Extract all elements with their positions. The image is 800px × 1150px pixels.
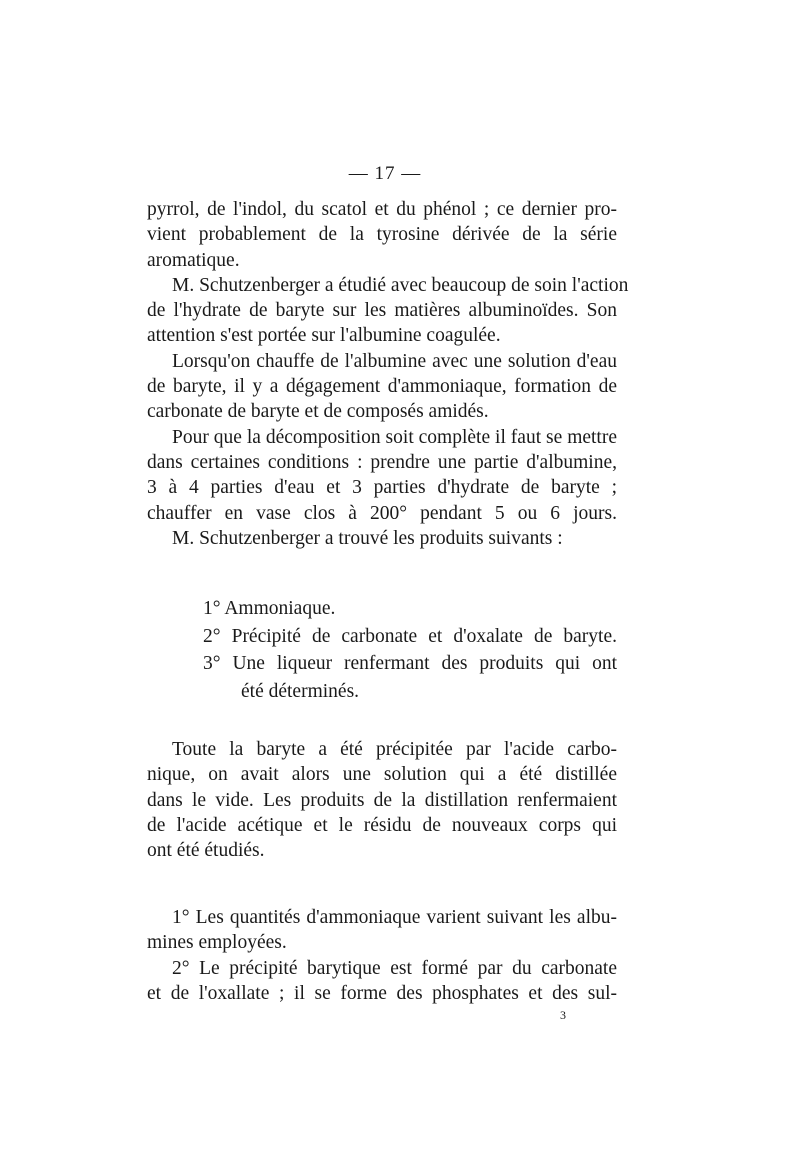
list-item: 3° Une liqueur renfermant des produits qui ont <box>203 653 617 674</box>
results-paragraph <box>147 905 617 1006</box>
text-line: 1° Les quantités d'ammoniaque varient suivant les albu- <box>172 907 617 928</box>
text-line: vient probablement de la tyrosine dérivée de la série <box>147 224 617 246</box>
text-line: et de l'oxallate ; il se forme des phosphates et des sul- <box>147 982 617 1004</box>
text-line: de l'hydrate de baryte sur les matières albuminoïdes. Son <box>147 300 617 322</box>
text-line: mines employées. <box>147 932 287 954</box>
text-line: nique, on avait alors une solution qui a été distillée <box>147 764 617 786</box>
list-item: 2° Précipité de carbonate et d'oxalate de baryte. <box>203 625 617 647</box>
text-line: dans le vide. Les produits de la distillation renfermaient <box>147 789 617 811</box>
text-line: de l'acide acétique et le résidu de nouveaux corps qui <box>147 814 617 836</box>
text-line: dans certaines conditions : prendre une partie d'albumine, <box>147 451 617 473</box>
text-line: aromatique. <box>147 249 240 271</box>
text-line: 2° Le précipité barytique est formé par du carbonate <box>172 957 617 979</box>
text-line: attention s'est portée sur l'albumine coagulée. <box>147 325 501 347</box>
text-line: carbonate de baryte et de composés amidés. <box>147 401 489 423</box>
text-line: M. Schutzenberger a étudié avec beaucoup de soin l'action <box>172 274 629 296</box>
signature-mark: 3 <box>560 1008 566 1022</box>
text-line: pyrrol, de l'indol, du scatol et du phénol ; ce dernier pro- <box>147 199 617 220</box>
text-line: ont été étudiés. <box>147 840 265 862</box>
text-line: Lorsqu'on chauffe de l'albumine avec une solution d'eau <box>172 350 617 372</box>
text-line: chauffer en vase clos à 200° pendant 5 ou 6 jours. <box>147 502 617 524</box>
list-item: 1° Ammoniaque. <box>203 598 336 619</box>
intro-paragraphs <box>147 197 629 551</box>
text-line: 3 à 4 parties d'eau et 3 parties d'hydrate de baryte ; <box>147 477 617 499</box>
text-line: Pour que la décomposition soit complète il faut se mettre <box>172 426 617 448</box>
list-item-continuation: été déterminés. <box>241 680 360 702</box>
products-list <box>203 595 617 705</box>
text-line: M. Schutzenberger a trouvé les produits suivants : <box>172 527 563 549</box>
distillation-paragraph <box>147 737 617 863</box>
text-line: Toute la baryte a été précipitée par l'acide carbo- <box>172 739 617 760</box>
text-line: de baryte, il y a dégagement d'ammoniaque, formation de <box>147 376 617 398</box>
page-number: — 17 — <box>348 163 422 184</box>
